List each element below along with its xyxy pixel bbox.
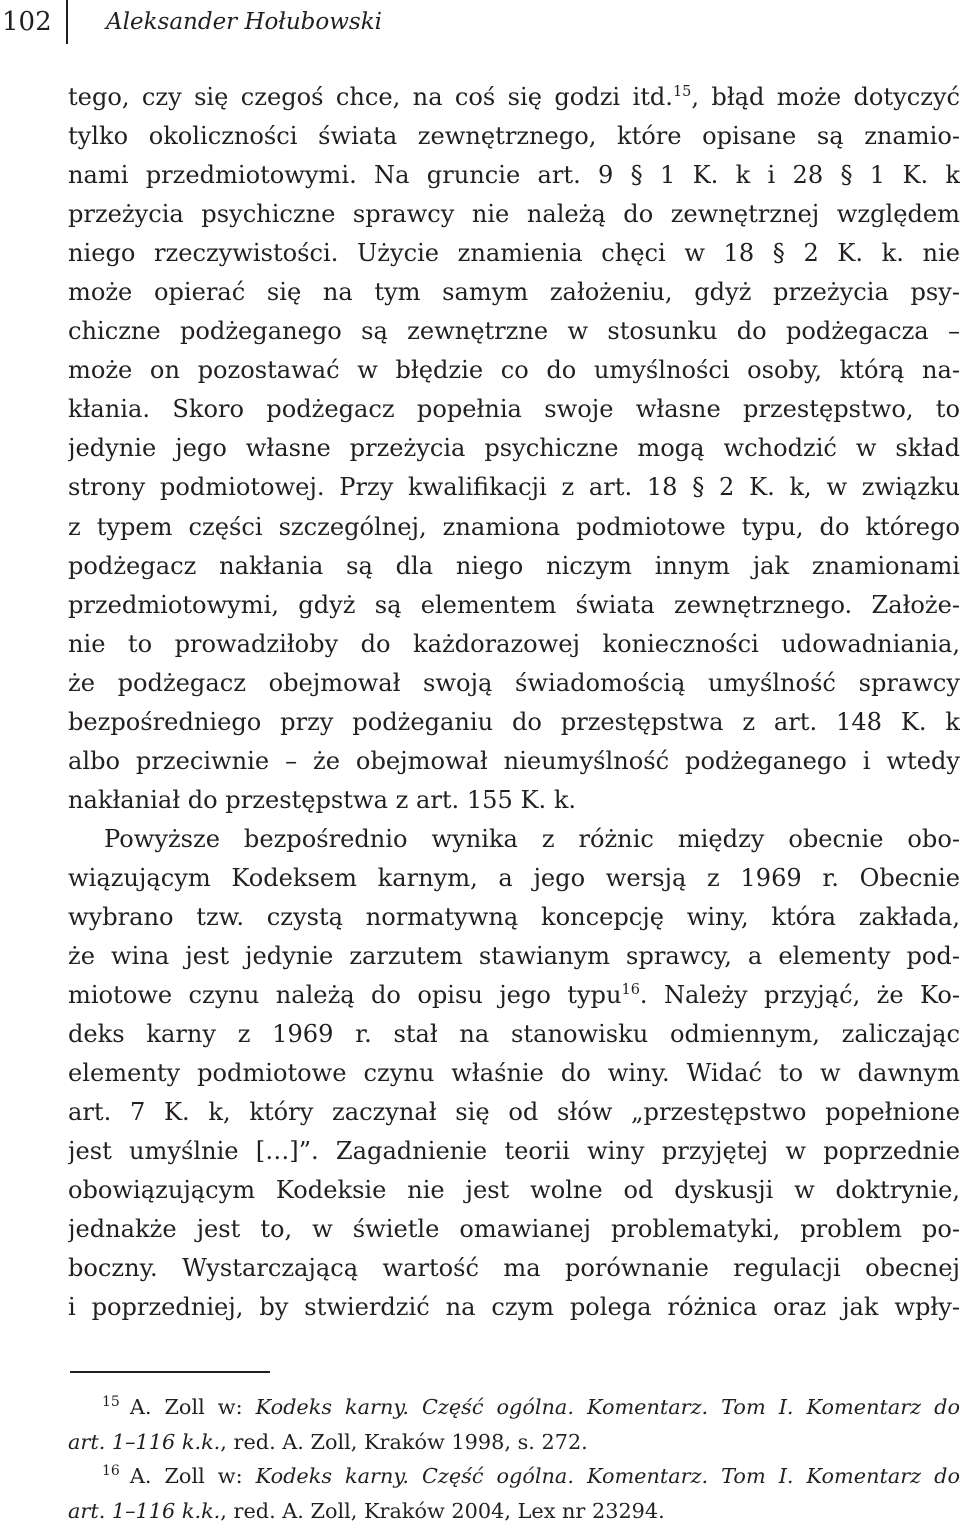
footnote-15-cont: art. 1–116 k.k., red. A. Zoll, Kraków 1998, s. 272.: [68, 1425, 960, 1460]
text-line: boczny. Wystarczającą wartość ma porównanie regulacji obecnej: [68, 1249, 960, 1288]
body-text: [68, 78, 960, 1328]
text-line: że podżegacz obejmował swoją świadomością umyślność sprawcy: [68, 664, 960, 703]
footnotes: [68, 1390, 960, 1528]
text-line: że wina jest jedynie zarzutem stawianym sprawcy, a elementy pod-: [68, 937, 960, 976]
text-line: jest umyślnie […]”. Zagadnienie teorii winy przyjętej w poprzednie: [68, 1132, 960, 1171]
footnote-16: $^{16}$ A. Zoll w: Kodeks karny. Część ogólna. Komentarz. Tom I. Komentarz do: [68, 1459, 960, 1494]
page-header: [0, 0, 960, 44]
text-line: może on pozostawać w błędzie co do umyślności osoby, którą na-: [68, 351, 960, 390]
text-line: bezpośredniego przy podżeganiu do przestępstwa z art. 148 K. k: [68, 703, 960, 742]
text-line: podżegacz nakłania są dla niego niczym innym jak znamionami: [68, 547, 960, 586]
text-line: niego rzeczywistości. Użycie znamienia chęci w 18 § 2 K. k. nie: [68, 234, 960, 273]
text-line: obowiązującym Kodeksie nie jest wolne od dyskusji w doktrynie,: [68, 1171, 960, 1210]
footnote-number: 16: [102, 1463, 120, 1479]
footnote-title: Kodeks karny. Część ogólna. Komentarz. Tom I. Komentarz do: [256, 1395, 960, 1419]
text-line: wybrano tzw. czystą normatywną koncepcję winy, która zakłada,: [68, 898, 960, 937]
text-line: może opierać się na tym samym założeniu, gdyż przeżycia psy-: [68, 273, 960, 312]
text-line: art. 7 K. k, który zaczynał się od słów „przestępstwo popełnione: [68, 1093, 960, 1132]
text-line: kłania. Skoro podżegacz popełnia swoje własne przestępstwo, to: [68, 390, 960, 429]
text-line: tylko okoliczności świata zewnętrznego, które opisane są znamio-: [68, 117, 960, 156]
text-line: miotowe czynu należą do opisu jego typu$^{16}$. Należy przyjąć, że Ko-: [68, 976, 960, 1015]
text-line: jedynie jego własne przeżycia psychiczne mogą wchodzić w skład: [68, 429, 960, 468]
text-line: nie to prowadziłoby do każdorazowej konieczności udowadniania,: [68, 625, 960, 664]
text-line: z typem części szczególnej, znamiona podmiotowe typu, do którego: [68, 508, 960, 547]
footnote-15: $^{15}$ A. Zoll w: Kodeks karny. Część ogólna. Komentarz. Tom I. Komentarz do: [68, 1390, 960, 1425]
footnote-reference: 16: [622, 982, 640, 998]
text-line: jednakże jest to, w świetle omawianej problematyki, problem po-: [68, 1210, 960, 1249]
text-line: przeżycia psychiczne sprawcy nie należą do zewnętrznej względem: [68, 195, 960, 234]
text-line: wiązującym Kodeksem karnym, a jego wersją z 1969 r. Obecnie: [68, 859, 960, 898]
footnote-number: 15: [102, 1394, 120, 1410]
text-line: elementy podmiotowe czynu właśnie do winy. Widać to w dawnym: [68, 1054, 960, 1093]
page-number: 102: [2, 4, 52, 40]
text-line: albo przeciwnie – że obejmował nieumyślność podżeganego i wtedy: [68, 742, 960, 781]
footnote-title: Kodeks karny. Część ogólna. Komentarz. Tom I. Komentarz do: [256, 1464, 960, 1488]
footnote-16-cont: art. 1–116 k.k., red. A. Zoll, Kraków 2004, Lex nr 23294.: [68, 1494, 960, 1528]
text-line: tego, czy się czegoś chce, na coś się godzi itd.$^{15}$, błąd może dotyczyć: [68, 78, 960, 117]
text-line: deks karny z 1969 r. stał na stanowisku odmiennym, zaliczając: [68, 1015, 960, 1054]
text-line: Powyższe bezpośrednio wynika z różnic między obecnie obo-: [68, 820, 960, 859]
running-head-author: Aleksander Hołubowski: [106, 4, 382, 40]
text-line: strony podmiotowej. Przy kwalifikacji z art. 18 § 2 K. k, w związku: [68, 468, 960, 507]
text-line: i poprzedniej, by stwierdzić na czym polega różnica oraz jak wpły-: [68, 1288, 960, 1327]
text-line: nami przedmiotowymi. Na gruncie art. 9 § 1 K. k i 28 § 1 K. k: [68, 156, 960, 195]
footnote-separator: [70, 1371, 270, 1373]
header-divider: [66, 0, 68, 44]
text-line: chiczne podżeganego są zewnętrzne w stosunku do podżegacza –: [68, 312, 960, 351]
footnote-reference: 15: [673, 84, 691, 100]
text-line: przedmiotowymi, gdyż są elementem świata zewnętrznego. Założe-: [68, 586, 960, 625]
text-line: nakłaniał do przestępstwa z art. 155 K. k.: [68, 781, 960, 820]
